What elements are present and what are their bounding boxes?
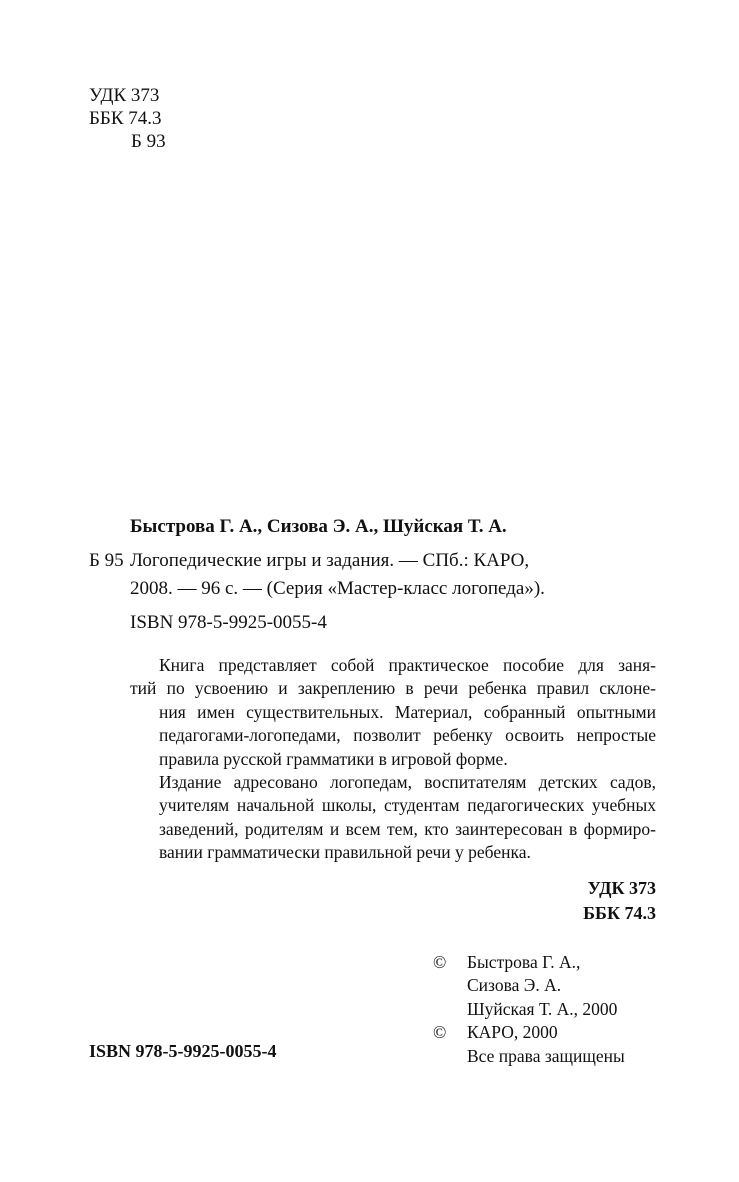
annotation-paragraph-1 [130, 654, 656, 771]
authors-heading: Быстрова Г. А., Сизова Э. А., Шуйская Т. А. [130, 516, 507, 537]
bibliographic-line-2: 2008. — 96 с. — (Серия «Мастер-класс логопеда»). [130, 578, 545, 599]
copyright-icon: © [433, 952, 447, 972]
annotation-line: Издание адресовано логопедам, воспитателям детских садов, [159, 772, 656, 793]
top-classification-codes [89, 84, 166, 153]
annotation-paragraph-2 [130, 771, 656, 865]
title-text: Логопедические игры и задания. — СПб.: КАРО, [130, 550, 530, 571]
annotation-line: Книга представляет собой практическое пособие для заня- [159, 655, 656, 675]
isbn-bottom: ISBN 978-5-9925-0055-4 [89, 1041, 277, 1061]
rights-reserved: Все права защищены [467, 1045, 625, 1066]
bibliographic-line-1 [89, 547, 529, 575]
author-mark: Б 93 [131, 131, 166, 152]
copyright-author: Сизова Э. А. [467, 975, 562, 996]
copyright-icon: © [433, 1022, 447, 1043]
annotation-line: учителям начальной школы, студентам педагогических учебных [159, 795, 656, 816]
udk-code: УДК 373 [89, 85, 160, 106]
bottom-classification-codes [583, 876, 656, 926]
annotation-line: заведений, родителям и всем тем, кто заинтересован в формиро- [159, 818, 656, 839]
copyright-publisher: КАРО, 2000 [467, 1022, 558, 1043]
copyright-block [433, 951, 625, 1068]
annotation-line: вании грамматически правильной речи у ребенка. [159, 842, 531, 863]
udk-code-bottom: УДК 373 [587, 878, 656, 898]
bbk-code-bottom: ББК 74.3 [583, 903, 656, 923]
bbk-code: ББК 74.3 [89, 108, 162, 129]
annotation-line: тий по усвоению и закреплению в речи ребенка правил склоне- [130, 678, 656, 699]
annotation-line: ния имен существительных. Материал, собранный опытными [159, 701, 656, 722]
annotation-line: правила русской грамматики в игровой форме. [159, 748, 508, 769]
annotation-line: педагогами-логопедами, позволит ребенку освоить непростые [159, 725, 656, 746]
copyright-author: Шуйская Т. А., 2000 [467, 998, 618, 1019]
isbn-record: ISBN 978-5-9925-0055-4 [130, 612, 327, 633]
copyright-author: Быстрова Г. А., [467, 952, 581, 972]
annotation [130, 654, 656, 865]
author-mark-code: Б 95 [89, 550, 124, 571]
